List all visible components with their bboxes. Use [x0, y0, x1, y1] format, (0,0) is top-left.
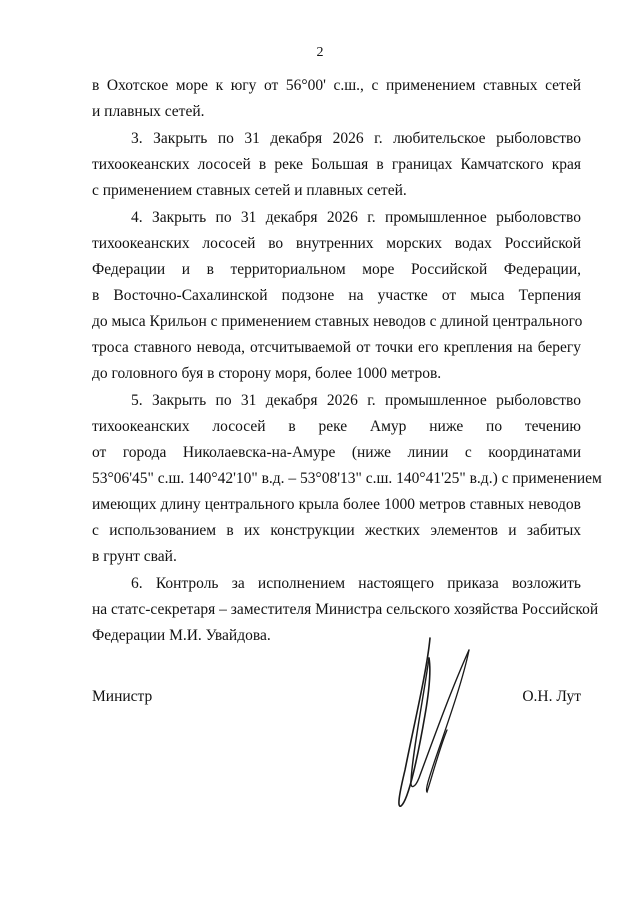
text-line: Федерации М.И. Увайдова.	[92, 627, 271, 644]
text-line: тихоокеанских лососей во внутренних морских водах Российской	[92, 235, 581, 252]
paragraph-4-first-line: 4. Закрыть по 31 декабря 2026 г. промышленное рыболовство	[131, 209, 581, 226]
text-line: от города Николаевска-на-Амуре (ниже линии с координатами	[92, 444, 581, 461]
signatory-title: Министр	[92, 688, 153, 705]
paragraph-6-first-line: 6. Контроль за исполнением настоящего приказа возложить	[131, 575, 581, 592]
page-number: 2	[316, 45, 324, 60]
paragraph-5-first-line: 5. Закрыть по 31 декабря 2026 г. промышленное рыболовство	[131, 392, 581, 409]
text-line: до мыса Крильон с применением ставных неводов с длиной центрального	[92, 313, 583, 330]
text-line: с использованием в их конструкции жестких элементов и забитых	[92, 522, 581, 539]
text-line: до головного буя в сторону моря, более 1000 метров.	[92, 365, 442, 382]
text-line: имеющих длину центрального крыла более 1000 метров ставных неводов	[92, 496, 581, 513]
text-line: с применением ставных сетей и плавных сетей.	[92, 182, 407, 199]
handwritten-signature	[385, 630, 495, 810]
text-line: 53°06'45" с.ш. 140°42'10" в.д. – 53°08'13" с.ш. 140°41'25" в.д.) с применением	[92, 470, 602, 487]
text-line: в грунт свай.	[92, 548, 177, 565]
text-line: Федерации и в территориальном море Российской Федерации,	[92, 261, 581, 278]
text-line: троса ставного невода, отсчитываемой от точки его крепления на берегу	[92, 339, 581, 356]
text-line: и плавных сетей.	[92, 103, 205, 120]
paragraph-3-first-line: 3. Закрыть по 31 декабря 2026 г. любительское рыболовство	[131, 130, 581, 147]
signatory-name: О.Н. Лут	[522, 688, 581, 705]
text-line: в Охотское море к югу от 56°00' с.ш., с применением ставных сетей	[92, 77, 581, 94]
text-line: тихоокеанских лососей в реке Большая в границах Камчатского края	[92, 156, 581, 173]
text-line: в Восточно-Сахалинской подзоне на участке от мыса Терпения	[92, 287, 581, 304]
text-line: тихоокеанских лососей в реке Амур ниже по течению	[92, 418, 581, 435]
text-line: на статс-секретаря – заместителя Министра сельского хозяйства Российской	[92, 601, 599, 618]
